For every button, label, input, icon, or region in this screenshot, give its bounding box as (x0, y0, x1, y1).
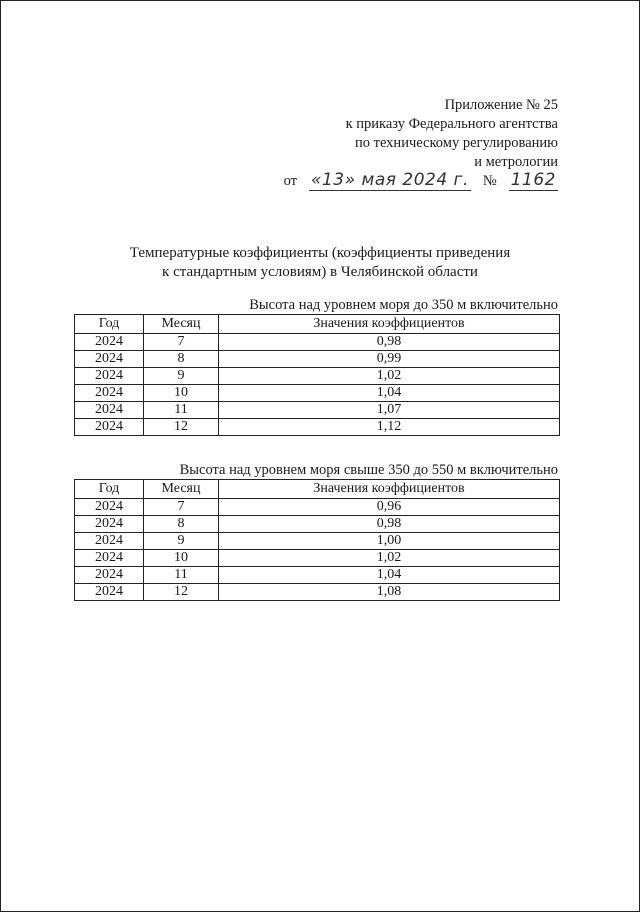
header-year: Год (75, 315, 144, 334)
table-row (75, 516, 560, 533)
table2-caption: Высота над уровнем моря свыше 350 до 550 м включительно (179, 462, 558, 478)
number-label: № (482, 173, 497, 189)
table-row (75, 334, 560, 351)
table-header-row (75, 480, 560, 499)
appendix-header (346, 96, 558, 172)
table1-caption: Высота над уровнем моря до 350 м включительно (249, 297, 558, 313)
table-row (75, 419, 560, 436)
header-month: Месяц (144, 480, 219, 499)
agency-line: по техническому регулированию (354, 135, 558, 151)
cell-month: 12 (144, 584, 219, 601)
cell-year: 2024 (75, 516, 144, 533)
document-title (0, 244, 640, 282)
table-row (75, 550, 560, 567)
cell-value: 1,04 (219, 385, 560, 402)
cell-month: 7 (144, 334, 219, 351)
cell-month: 10 (144, 385, 219, 402)
cell-year: 2024 (75, 419, 144, 436)
coefficients-table-1 (74, 314, 560, 436)
cell-value: 1,02 (219, 368, 560, 385)
cell-year: 2024 (75, 385, 144, 402)
cell-value: 1,08 (219, 584, 560, 601)
cell-month: 11 (144, 402, 219, 419)
appendix-number: Приложение № 25 (444, 97, 558, 113)
cell-value: 0,96 (219, 499, 560, 516)
cell-year: 2024 (75, 351, 144, 368)
coefficients-table-2 (74, 479, 560, 601)
cell-month: 11 (144, 567, 219, 584)
order-reference-line: к приказу Федерального агентства (345, 116, 558, 132)
table-header-row (75, 315, 560, 334)
cell-year: 2024 (75, 567, 144, 584)
header-value: Значения коэффициентов (219, 315, 560, 334)
cell-year: 2024 (75, 550, 144, 567)
cell-year: 2024 (75, 533, 144, 550)
cell-value: 1,12 (219, 419, 560, 436)
cell-value: 0,98 (219, 334, 560, 351)
table-row (75, 385, 560, 402)
cell-value: 1,00 (219, 533, 560, 550)
cell-year: 2024 (75, 402, 144, 419)
cell-year: 2024 (75, 334, 144, 351)
cell-month: 9 (144, 368, 219, 385)
cell-month: 9 (144, 533, 219, 550)
table-row (75, 368, 560, 385)
table-row (75, 584, 560, 601)
cell-value: 0,99 (219, 351, 560, 368)
table-row (75, 533, 560, 550)
title-line-2: к стандартным условиям) в Челябинской области (162, 264, 478, 280)
table-row (75, 499, 560, 516)
cell-value: 1,04 (219, 567, 560, 584)
cell-value: 1,07 (219, 402, 560, 419)
metrology-line: и метрологии (474, 154, 558, 170)
cell-month: 7 (144, 499, 219, 516)
title-line-1: Температурные коэффициенты (коэффициенты приведения (129, 245, 511, 261)
header-year: Год (75, 480, 144, 499)
table-row (75, 402, 560, 419)
cell-year: 2024 (75, 584, 144, 601)
header-month: Месяц (144, 315, 219, 334)
table-row (75, 567, 560, 584)
cell-year: 2024 (75, 368, 144, 385)
cell-value: 0,98 (219, 516, 560, 533)
handwritten-date: «13» мая 2024 г. (310, 170, 469, 190)
order-date-number (284, 170, 558, 191)
cell-month: 12 (144, 419, 219, 436)
cell-month: 8 (144, 351, 219, 368)
cell-year: 2024 (75, 499, 144, 516)
header-value: Значения коэффициентов (219, 480, 560, 499)
cell-month: 10 (144, 550, 219, 567)
cell-month: 8 (144, 516, 219, 533)
cell-value: 1,02 (219, 550, 560, 567)
table-row (75, 351, 560, 368)
handwritten-number: 1162 (510, 170, 556, 190)
from-label: от (283, 173, 297, 189)
